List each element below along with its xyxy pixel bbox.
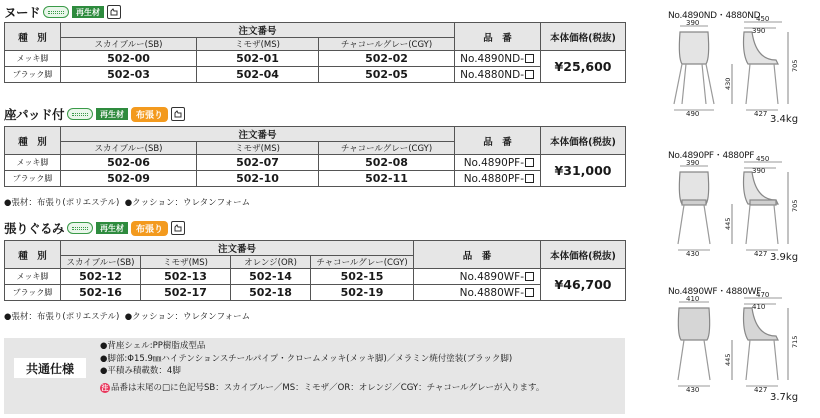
side-view (744, 32, 779, 104)
price-header: 本体価格(税抜) (541, 241, 626, 269)
color-code-box (525, 70, 534, 79)
order-code: 502-04 (197, 67, 319, 83)
dim-front-width: 390 (686, 159, 700, 167)
color-mimosa: ミモザ(MS) (197, 38, 319, 51)
color-code-box (525, 288, 534, 297)
color-mimosa: ミモザ(MS) (197, 142, 319, 155)
eco-leaf-logo-icon (43, 6, 69, 18)
dim-height: 705 (791, 199, 799, 212)
order-code: 502-05 (319, 67, 455, 83)
chair-weight: 3.7kg (770, 392, 799, 403)
hand-certificate-icon (171, 107, 185, 121)
hand-certificate-icon (107, 5, 121, 19)
chair-weight: 3.4kg (770, 114, 799, 125)
figure-title: No.4890ND・4880ND (668, 11, 761, 21)
dim-side-top-a: 450 (756, 155, 770, 163)
product-number-header: 品 番 (455, 23, 541, 51)
dim-side-top-a: 470 (756, 291, 770, 299)
price-header: 本体価格(税抜) (541, 23, 626, 51)
dim-height: 705 (791, 59, 799, 72)
cushion-note: ●クッション：ウレタンフォーム (124, 312, 251, 322)
spec-table-seat-pad (4, 126, 626, 187)
order-code: 502-07 (197, 155, 319, 171)
dim-base-width: 490 (686, 110, 700, 118)
price: ¥31,000 (541, 155, 626, 187)
dim-depth: 427 (754, 386, 768, 394)
order-code: 502-06 (61, 155, 197, 171)
kind-header: 種 別 (5, 23, 61, 51)
order-code: 502-00 (61, 51, 197, 67)
material-notes (4, 310, 250, 322)
common-specs-box (4, 338, 625, 414)
order-code: 502-14 (231, 269, 311, 285)
spec-note (100, 382, 544, 395)
order-number-header: 注文番号 (61, 23, 455, 38)
kind-chrome-legs: メッキ脚 (5, 51, 61, 67)
color-sky-blue: スカイブルー(SB) (61, 142, 197, 155)
figure-title: No.4890PF・4880PF (668, 151, 755, 161)
color-orange: オレンジ(OR) (231, 256, 311, 269)
dim-height: 715 (791, 335, 799, 348)
dim-base-width: 430 (686, 250, 700, 258)
color-code-box (525, 272, 534, 281)
order-code: 502-09 (61, 171, 197, 187)
dim-side-top-b: 390 (752, 167, 766, 175)
dim-side-top-b: 390 (752, 27, 766, 35)
section-title: 張りぐるみ (4, 221, 65, 236)
price-header: 本体価格(税抜) (541, 127, 626, 155)
order-code: 502-12 (61, 269, 141, 285)
order-code: 502-19 (311, 285, 414, 301)
product-number: No.4880WF- (414, 285, 541, 301)
material-notes (4, 196, 250, 208)
chair-weight: 3.9kg (770, 252, 799, 263)
front-view (678, 308, 710, 380)
fabric-badge: 布張り (131, 107, 168, 122)
color-sky-blue: スカイブルー(SB) (61, 38, 197, 51)
recycled-badge: 再生材 (96, 108, 128, 120)
side-view (744, 308, 779, 380)
front-view (674, 32, 714, 104)
order-number-header: 注文番号 (61, 241, 414, 256)
kind-black-legs: ブラック脚 (5, 67, 61, 83)
spec-stacking: ●平積み積載数：4脚 (100, 366, 181, 376)
order-number-header: 注文番号 (61, 127, 455, 142)
product-number: No.4880PF- (455, 171, 541, 187)
order-code: 502-03 (61, 67, 197, 83)
dim-front-width: 410 (686, 295, 700, 303)
recycled-badge: 再生材 (96, 222, 128, 234)
order-code: 502-10 (197, 171, 319, 187)
color-code-box (525, 54, 534, 63)
upholstery-note: ●張材：布張り(ポリエステル) (4, 198, 120, 208)
order-code: 502-17 (141, 285, 231, 301)
color-charcoal-gray: チャコールグレー(CGY) (319, 142, 455, 155)
product-number-header: 品 番 (414, 241, 541, 269)
section-header-full-upholstery (4, 219, 185, 237)
section-title: 座パッド付 (4, 107, 65, 122)
color-mimosa: ミモザ(MS) (141, 256, 231, 269)
dim-side-top-b: 410 (752, 303, 766, 311)
price: ¥46,700 (541, 269, 626, 301)
section-header-nude (4, 3, 121, 21)
order-code: 502-08 (319, 155, 455, 171)
kind-chrome-legs: メッキ脚 (5, 269, 61, 285)
hand-certificate-icon (171, 221, 185, 235)
product-number-header: 品 番 (455, 127, 541, 155)
dim-base-width: 430 (686, 386, 700, 394)
kind-header: 種 別 (5, 241, 61, 269)
product-number: No.4880ND- (455, 67, 541, 83)
dim-side-top-a: 450 (756, 15, 770, 23)
color-charcoal-gray: チャコールグレー(CGY) (311, 256, 414, 269)
color-charcoal-gray: チャコールグレー(CGY) (319, 38, 455, 51)
spec-note-text: 品番は末尾の□に色記号SB：スカイブルー／MS：ミモザ／OR：オレンジ／CGY：チャコールグレーが入ります。 (111, 382, 545, 393)
side-view (744, 172, 779, 244)
kind-black-legs: ブラック脚 (5, 171, 61, 187)
order-code: 502-13 (141, 269, 231, 285)
section-title: ヌード (4, 5, 41, 20)
dim-depth: 427 (754, 110, 768, 118)
spec-table-full-upholstery (4, 240, 626, 301)
dim-seat-height: 445 (724, 217, 732, 230)
product-number: No.4890ND- (455, 51, 541, 67)
kind-chrome-legs: メッキ脚 (5, 155, 61, 171)
order-code: 502-16 (61, 285, 141, 301)
dim-seat-height: 430 (724, 77, 732, 90)
eco-leaf-logo-icon (67, 222, 93, 234)
dim-depth: 427 (754, 250, 768, 258)
common-specs-label: 共通仕様 (14, 358, 86, 378)
common-specs-list (100, 340, 544, 394)
dim-seat-height: 445 (724, 353, 732, 366)
spec-table-nude (4, 22, 626, 83)
product-number: No.4890WF- (414, 269, 541, 285)
front-view (678, 172, 710, 244)
note-mark-icon: 注 (101, 383, 109, 392)
color-code-box (525, 174, 534, 183)
fabric-badge: 布張り (131, 221, 168, 236)
color-code-box (525, 158, 534, 167)
kind-header: 種 別 (5, 127, 61, 155)
section-header-seat-pad (4, 105, 185, 123)
order-code: 502-18 (231, 285, 311, 301)
spec-shell: ●背座シェル:PP樹脂成型品 (100, 341, 206, 351)
price: ¥25,600 (541, 51, 626, 83)
product-number: No.4890PF- (455, 155, 541, 171)
figure-title: No.4890WF・4880WF (668, 287, 762, 297)
order-code: 502-01 (197, 51, 319, 67)
cushion-note: ●クッション：ウレタンフォーム (124, 198, 251, 208)
dim-front-width: 390 (686, 19, 700, 27)
eco-leaf-logo-icon (67, 108, 93, 120)
color-sky-blue: スカイブルー(SB) (61, 256, 141, 269)
order-code: 502-11 (319, 171, 455, 187)
spec-legs: ●脚部:Φ15.9㎜ハイテンションスチールパイプ・クロームメッキ(メッキ脚)／メラミン焼付塗装(ブラック脚) (100, 353, 513, 364)
recycled-badge: 再生材 (72, 6, 104, 18)
upholstery-note: ●張材：布張り(ポリエステル) (4, 312, 120, 322)
kind-black-legs: ブラック脚 (5, 285, 61, 301)
order-code: 502-02 (319, 51, 455, 67)
order-code: 502-15 (311, 269, 414, 285)
